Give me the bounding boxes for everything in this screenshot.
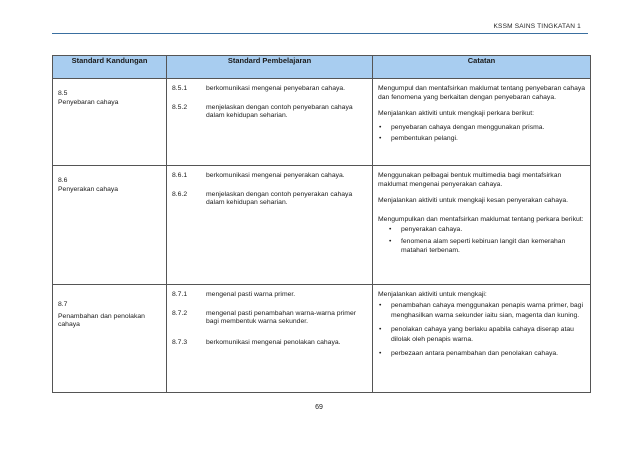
document-header: KSSM SAINS TINGKATAN 1 — [493, 23, 581, 30]
standard-title: Penambahan dan penolakan cahaya — [58, 312, 145, 329]
standard-title: Penyerakan cahaya — [58, 185, 119, 193]
pembelajaran-text: menjelaskan dengan contoh penyebaran cahaya dalam kehidupan seharian. — [206, 103, 353, 120]
pembelajaran-item — [172, 339, 368, 348]
table-row — [53, 285, 591, 393]
standard-pembelajaran-cell — [167, 285, 373, 393]
standard-code: 8.6 — [58, 177, 68, 184]
table-row — [53, 79, 591, 166]
header-standard-pembelajaran: Standard Pembelajaran — [167, 56, 373, 79]
pembelajaran-code: 8.5.2 — [172, 103, 188, 111]
list-item-text: fenomena alam seperti kebiruan langit dan kemerahan matahari terbenam. — [401, 237, 566, 254]
catatan-paragraph: Mengumpul dan mentafsirkan maklumat tentang penyebaran cahaya dan fenomena yang berkaitan dengan penyebaran cahaya. — [378, 85, 586, 101]
standard-kandungan-cell — [53, 79, 167, 166]
catatan-paragraph: Menjalankan aktiviti untuk mengkaji: — [378, 291, 487, 298]
pembelajaran-item — [172, 85, 368, 94]
bullet-icon: • — [389, 226, 392, 234]
catatan-paragraph: Mengumpulkan dan mentafsirkan maklumat tentang perkara berikut: — [378, 215, 584, 223]
list-item-text: penyebaran cahaya dengan menggunakan prisma. — [391, 123, 545, 131]
pembelajaran-code: 8.7.1 — [172, 291, 188, 298]
pembelajaran-text: mengenal pasti penambahan warna-warna primer bagi membentuk warna sekunder. — [206, 309, 356, 326]
pembelajaran-item — [172, 291, 368, 300]
pembelajaran-code: 8.6.1 — [172, 172, 188, 179]
pembelajaran-code: 8.5.1 — [172, 85, 188, 92]
pembelajaran-text: berkomunikasi mengenai penyebaran cahaya. — [206, 85, 346, 92]
pembelajaran-text: berkomunikasi mengenai penyerakan cahaya. — [206, 172, 345, 179]
list-item-text: pembentukan pelangi. — [391, 135, 458, 143]
pembelajaran-code: 8.6.2 — [172, 190, 188, 198]
pembelajaran-text: menjelaskan dengan contoh penyerakan cahaya dalam kehidupan seharian. — [206, 190, 353, 207]
standard-kandungan-cell — [53, 166, 167, 285]
pembelajaran-item — [172, 104, 368, 121]
header-standard-kandungan: Standard Kandungan — [53, 56, 167, 79]
table-header-row — [53, 56, 591, 79]
catatan-cell — [373, 166, 591, 285]
bullet-icon: • — [379, 349, 382, 357]
standard-code: 8.5 — [58, 90, 68, 97]
table-row — [53, 166, 591, 285]
curriculum-table — [52, 55, 591, 393]
list-item-text: penyerakan cahaya. — [401, 226, 463, 234]
catatan-list — [378, 124, 586, 144]
catatan-cell — [373, 79, 591, 166]
list-item — [378, 349, 586, 360]
header-divider — [52, 33, 588, 34]
page-number: 69 — [315, 404, 323, 411]
standard-title: Penyebaran cahaya — [58, 98, 119, 106]
pembelajaran-text: berkomunikasi mengenai penolakan cahaya. — [206, 338, 341, 346]
pembelajaran-code: 8.7.3 — [172, 338, 188, 346]
standard-code: 8.7 — [58, 301, 68, 308]
catatan-paragraph: Menggunakan pelbagai bentuk multimedia bagi mentafsirkan maklumat mengenai penyerakan cahaya. — [378, 172, 562, 188]
bullet-icon: • — [379, 123, 382, 131]
bullet-icon: • — [379, 325, 382, 333]
list-item-text: penolakan cahaya yang berlaku apabila cahaya diserap atau dilolak oleh penapis warna. — [391, 325, 574, 344]
catatan-paragraph: Menjalankan aktiviti untuk mengkaji perkara berikut: — [378, 110, 535, 118]
list-item — [378, 226, 586, 235]
catatan-paragraph: Menjalankan aktiviti untuk mengkaji kesan penyerakan cahaya. — [378, 197, 569, 205]
pembelajaran-item — [172, 172, 368, 181]
list-item — [378, 135, 586, 144]
pembelajaran-code: 8.7.2 — [172, 309, 188, 317]
list-item — [378, 301, 586, 322]
catatan-list — [378, 301, 586, 360]
list-item-text: perbezaan antara penambahan dan penolakan cahaya. — [391, 349, 559, 357]
list-item — [378, 325, 586, 346]
bullet-icon: • — [389, 237, 392, 245]
header-catatan: Catatan — [373, 56, 591, 79]
pembelajaran-text: mengenal pasti warna primer. — [206, 291, 296, 298]
list-item-text: penambahan cahaya menggunakan penapis warna primer, bagi menghasilkan warna sekunder iaitu sian, magenta dan kuning. — [391, 301, 583, 320]
standard-pembelajaran-cell — [167, 166, 373, 285]
catatan-list — [378, 226, 586, 255]
standard-kandungan-cell — [53, 285, 167, 393]
pembelajaran-item — [172, 191, 368, 208]
standard-pembelajaran-cell — [167, 79, 373, 166]
list-item — [378, 238, 586, 255]
bullet-icon: • — [379, 135, 382, 143]
catatan-cell — [373, 285, 591, 393]
list-item — [378, 124, 586, 133]
pembelajaran-item — [172, 310, 368, 327]
bullet-icon: • — [379, 301, 382, 309]
